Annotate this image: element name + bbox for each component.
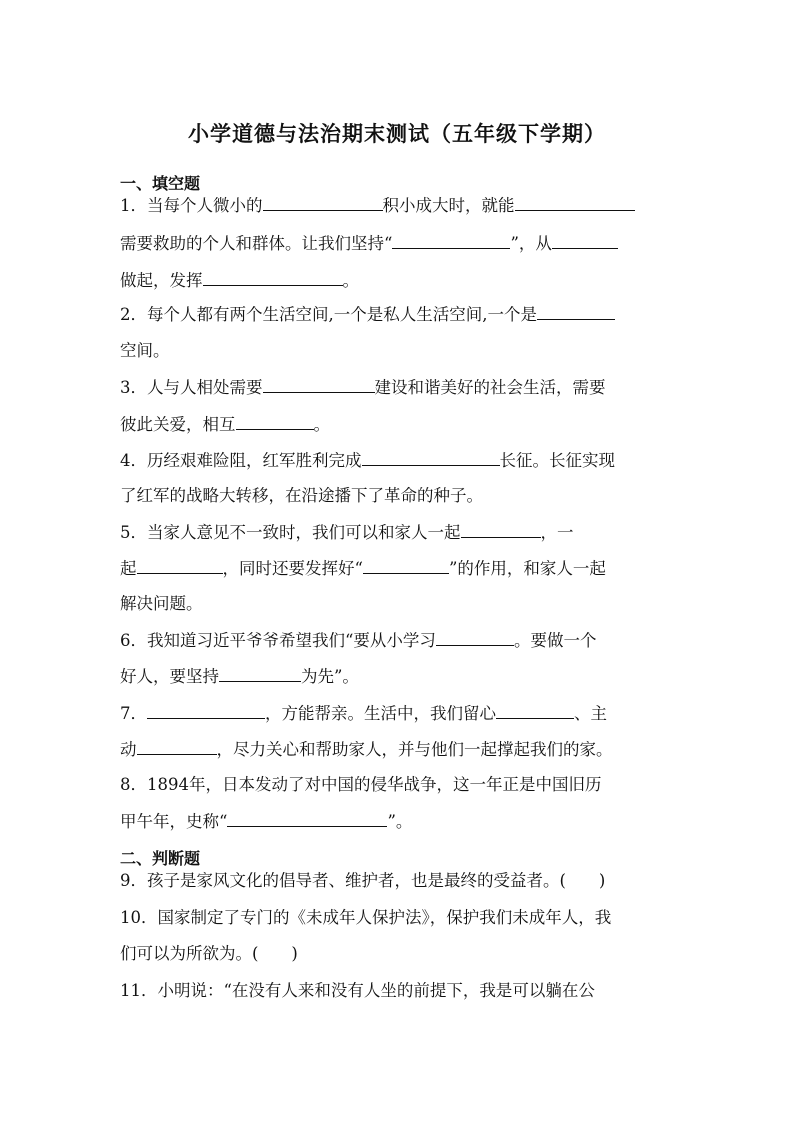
question-line [120,907,680,929]
text-segment: 11．小明说：“在没有人来和没有人坐的前提下，我是可以躺在公 [120,981,595,1000]
text-segment: ”，从 [510,234,552,253]
text-segment: 2．每个人都有两个生活空间,一个是私人生活空间,一个是 [120,305,537,324]
section-heading-fill-in: 一、填空题 [120,174,201,193]
answer-blank[interactable] [496,702,574,719]
text-segment: 8．1894年，日本发动了对中国的侵华战争，这一年正是中国旧历 [120,775,602,794]
answer-blank[interactable] [219,665,301,682]
question-line [120,485,680,507]
answer-blank[interactable] [436,629,514,646]
answer-blank[interactable] [203,269,343,286]
text-segment: 解决问题。 [120,594,203,613]
answer-blank[interactable] [263,376,375,393]
answer-blank[interactable] [392,232,510,249]
question-line [120,774,680,796]
text-segment: 、主 [574,704,607,723]
text-segment: ，尽力关心和帮助家人，并与他们一起撑起我们的家。 [216,740,613,759]
answer-blank[interactable] [515,194,635,211]
question-line [120,738,680,761]
text-segment: ，一 [540,523,574,542]
text-segment: 4．历经艰难险阻，红军胜利完成 [120,451,362,470]
text-segment: ”。 [387,812,413,831]
answer-blank[interactable] [461,521,541,538]
text-segment: 动 [120,740,137,759]
question-line [120,449,680,472]
text-segment: 们可以为所欲为。( ) [120,944,298,963]
text-segment: ，同时还要发挥好“ [222,559,363,578]
question-line [120,269,680,292]
question-line [120,943,680,965]
text-segment: 为先”。 [301,667,359,686]
text-segment: 5．当家人意见不一致时，我们可以和家人一起 [120,523,461,542]
question-line [120,194,680,217]
question-line [120,629,680,652]
text-segment: 甲午年，史称“ [120,812,228,831]
answer-blank[interactable] [362,449,500,466]
answer-blank[interactable] [363,557,449,574]
question-line [120,593,680,615]
question-line [120,521,680,544]
text-segment: 做起，发挥 [120,271,203,290]
question-line [120,557,680,580]
text-segment: 起 [120,559,137,578]
text-segment: ，方能帮亲。生活中，我们留心 [265,704,496,723]
answer-blank[interactable] [227,810,387,827]
text-segment: 彼此关爱，相互 [120,415,236,434]
text-segment: 建设和谐美好的社会生活，需要 [374,378,606,397]
question-line [120,376,680,399]
question-line [120,303,680,326]
text-segment: 3．人与人相处需要 [120,378,263,397]
page-title: 小学道德与法治期末测试（五年级下学期） [188,122,606,146]
answer-blank[interactable] [537,303,615,320]
question-line [120,665,680,688]
answer-blank[interactable] [236,413,314,430]
text-segment: 9．孩子是家风文化的倡导者、维护者，也是最终的受益者。( ) [120,871,606,890]
text-segment: 10．国家制定了专门的《未成年人保护法》，保护我们未成年人，我 [120,908,612,927]
question-line [120,340,680,362]
text-segment: 积小成大时，就能 [382,196,515,215]
question-line [120,870,680,892]
answer-blank[interactable] [263,194,383,211]
question-line [120,702,680,725]
answer-blank[interactable] [137,557,223,574]
text-segment: 空间。 [120,341,170,360]
section-heading-true-false: 二、判断题 [120,849,201,868]
text-segment: 长征。长征实现 [499,451,615,470]
text-segment: 需要救助的个人和群体。让我们坚持“ [120,234,393,253]
text-segment: 。 [342,271,359,290]
text-segment: 好人，要坚持 [120,667,219,686]
answer-blank[interactable] [552,232,618,249]
question-line [120,232,680,255]
text-segment: 。 [313,415,330,434]
question-line [120,810,680,833]
text-segment: ”的作用，和家人一起 [448,559,606,578]
question-line [120,413,680,436]
text-segment: 6．我知道习近平爷爷希望我们“要从小学习 [120,631,436,650]
text-segment: 1．当每个人微小的 [120,196,263,215]
question-line [120,980,680,1002]
text-segment: 7． [120,704,147,723]
answer-blank[interactable] [137,738,217,755]
answer-blank[interactable] [147,702,265,719]
text-segment: 了红军的战略大转移，在沿途播下了革命的种子。 [120,486,483,505]
text-segment: 。要做一个 [513,631,597,650]
